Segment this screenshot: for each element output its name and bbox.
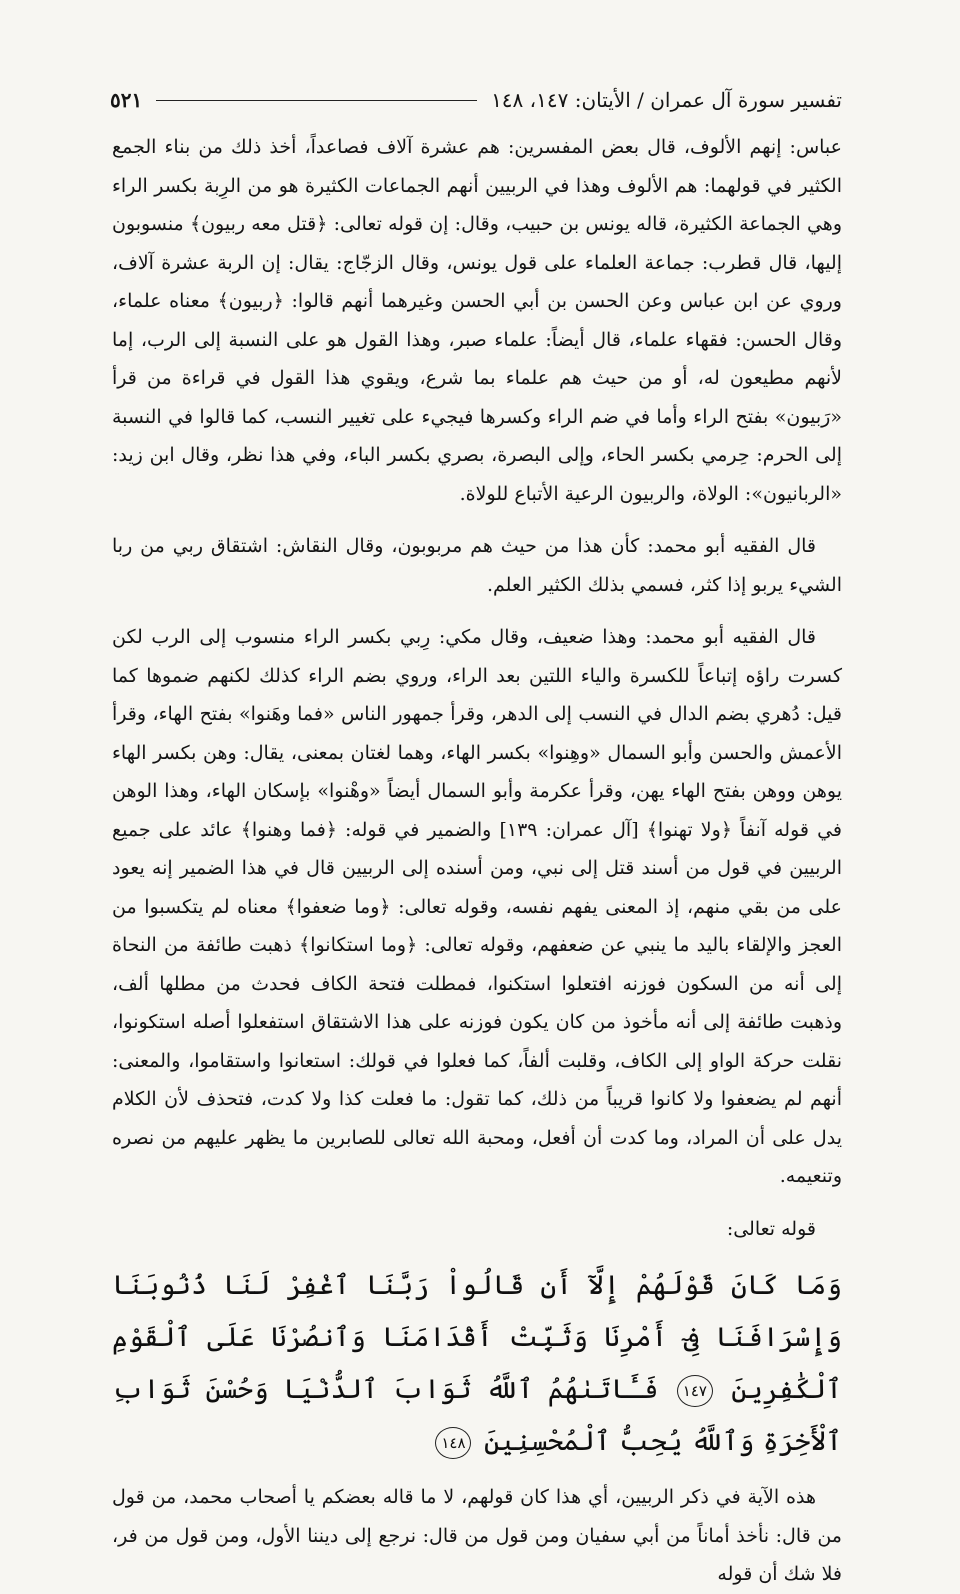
page-number: ٥٢١: [110, 88, 143, 112]
ayah-number-148: ١٤٨: [435, 1427, 471, 1459]
page-body: [112, 128, 842, 1594]
header-rule: [156, 100, 477, 101]
paragraph-3: قال الفقيه أبو محمد: وهذا ضعيف، وقال مكي: رِبي بكسر الراء منسوب إلى الرب لكن كسرت راؤه إتباعاً للكسرة والياء اللتين بعد الراء، وروي بضم الراء كذلك لكنهم ضموها كما قيل: دُهري بضم الدال في النسب إلى الدهر، وقرأ جمهور الناس «فما وهَنوا» بفتح الهاء، وقرأ الأعمش والحسن وأبو السمال «وهِنوا» بكسر الهاء، وهما لغتان بمعنى، يقال: وهن بكسر الهاء يوهن ووهن بفتح الهاء يهن، وقرأ عكرمة وأبو السمال أيضاً «وهْنوا» بإسكان الهاء، وهذا الوهن في قوله آنفاً ﴿ولا تهنوا﴾ [آل عمران: ١٣٩] والضمير في قوله: ﴿فما وهنوا﴾ عائد على جميع الربيين في قول من أسند قتل إلى نبي، ومن أسنده إلى الربيين قال في هذا الضمير إنه يعود على من بقي منهم، إذ المعنى يفهم نفسه، وقوله تعالى: ﴿وما ضعفوا﴾ معناه لم يتكسبوا من العجز والإلقاء باليد ما ينبي عن ضعفهم، وقوله تعالى: ﴿وما استكانوا﴾ ذهبت طائفة من النحاة إلى أنه من السكون فوزنه افتعلوا استكنوا، فمطلت فتحة الكاف فحدث من مطلها ألف، وذهبت طائفة إلى أنه مأخوذ من كان يكون فوزنه على هذا الاشتقاق استفعلوا أصله استكونوا، نقلت حركة الواو إلى الكاف، وقلبت ألفاً، كما فعلوا في قولك: استعانوا واستقاموا، والمعنى: أنهم لم يضعفوا ولا كانوا قريباً من ذلك، كما تقول: ما فعلت كذا ولا كدت، فتحذف لأن الكلام يدل على أن المراد، وما كدت أن أفعل، ومحبة الله تعالى للصابرين ما يظهر عليهم من نصره وتنعيمه.: [112, 626, 843, 1187]
page-header: [110, 80, 842, 120]
quran-verse-block: [112, 1260, 842, 1468]
quran-verse-147: وَمَا كَانَ قَوْلَهُمْ إِلَّآ أَن قَالُواْ رَبَّنَا ٱغْفِرْ لَنَا ذُنُوبَنَا وَإِسْرَافَنَا فِىٓ أَمْرِنَا وَثَبِّتْ أَقْدَامَنَا وَٱنصُرْنَا عَلَى ٱلْقَوْمِ ٱلْكَٰفِرِينَ: [112, 1270, 842, 1405]
paragraph-2: قال الفقيه أبو محمد: كأن هذا من حيث هم مربوبون، وقال النقاش: اشتقاق ربي من ربا الشيء يربو إذا كثر، فسمي بذلك الكثير العلم.: [112, 535, 842, 596]
quran-intro: قوله تعالى:: [726, 1217, 816, 1240]
running-title: تفسير سورة آل عمران / الأيتان: ١٤٧، ١٤٨: [491, 88, 842, 112]
ayah-number-147: ١٤٧: [677, 1375, 713, 1407]
closing-paragraph: هذه الآية في ذكر الربيين، أي هذا كان قولهم، لا ما قاله بعضكم يا أصحاب محمد، من قول من قال: نأخذ أماناً من أبي سفيان ومن قول من قال: نرجع إلى ديننا الأول، ومن قول من فر، فلا شك أن قوله: [112, 1486, 842, 1585]
quran-verse-148: فَـَٔاتَىٰهُمُ ٱللَّهُ ثَوَابَ ٱلدُّنْيَا وَحُسْنَ ثَوَابِ ٱلْأَخِرَةِ وَٱللَّهُ يُحِبُّ ٱلْمُحْسِنِينَ: [112, 1374, 842, 1457]
paragraph-1: عباس: إنهم الألوف، قال بعض المفسرين: هم عشرة آلاف فصاعداً، أخذ ذلك من بناء الجمع الكثير في قولهما: هم الألوف وهذا في الربيين أنهم الجماعات الكثيرة هو من الرِبة بكسر الراء وهي الجماعة الكثيرة، قاله يونس بن حبيب، وقال: إن قوله تعالى: ﴿قتل معه ربيون﴾ منسوبون إليها، قال قطرب: جماعة العلماء على قول يونس، وقال الزجّاج: يقال: إن الربة عشرة آلاف، وروي عن ابن عباس وعن الحسن بن أبي الحسن وغيرهما أنهم قالوا: ﴿ربيون﴾ معناه علماء، وقال الحسن: فقهاء علماء، قال أيضاً: علماء صبر، وهذا القول هو على النسبة إلى الرب، إما لأنهم مطيعون له، أو من حيث هم علماء بما شرع، ويقوي هذا القول في قراءة من قرأ «رَبيون» بفتح الراء وأما في ضم الراء وكسرها فيجيء على تغيير النسب، كما قالوا في النسبة إلى الحرم: حِرمي بكسر الحاء، وإلى البصرة، بصري بكسر الباء، وفي هذا نظر، وقال ابن زيد: «الربانيون»: الولاة، والربيون الرعية الأتباع للولاة.: [112, 136, 842, 505]
